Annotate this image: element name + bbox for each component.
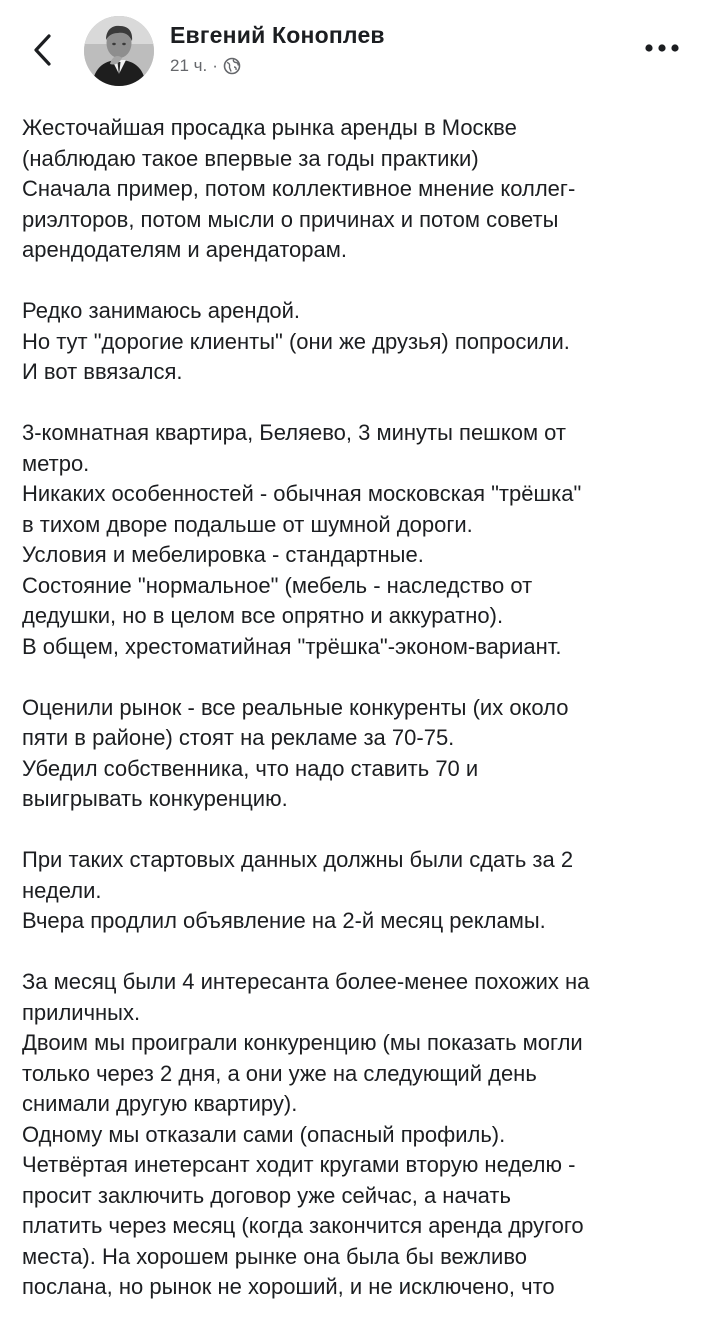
post-text-line: места). На хорошем рынке она была бы вежливо [22,1243,528,1269]
post-text-line: Жесточайшая просадка рынка аренды в Москве [22,115,517,140]
more-options-button[interactable] [640,32,684,64]
post-header [0,0,704,100]
post-text-line: риэлторов, потом мысли о причинах и потом советы [22,206,559,232]
post-paragraph [22,967,690,1303]
author-photo [84,16,154,86]
post-text-line: (наблюдаю такое впервые за годы практики) [22,145,479,171]
post-text-line: Состояние "нормальное" (мебель - наследство от [22,572,533,598]
post-text-line: Условия и мебелировка - стандартные. [22,542,424,567]
post-paragraph [22,296,690,388]
post-text-line: недели. [22,877,102,903]
post-text-line: выигрывать конкуренцию. [22,786,288,811]
post-text-line: снимали другую квартиру). [22,1091,298,1116]
post-text [22,113,690,1333]
post-text-line: метро. [22,450,90,476]
post-text-line: Двоим мы проиграли конкуренцию (мы показать могли [22,1030,583,1055]
post-text-line: только через 2 дня, а они уже на следующий день [22,1060,537,1086]
post-text-line: Убедил собственника, что надо ставить 70 и [22,755,479,781]
post-text-line: И вот ввязался. [22,359,183,384]
post-meta [170,55,241,77]
post-text-line: пяти в районе) стоят на рекламе за 70-75. [22,725,455,750]
avatar[interactable] [84,16,154,86]
post-text-line: Сначала пример, потом коллективное мнение коллег- [22,176,576,201]
post-time[interactable]: 21 ч. [170,56,208,75]
post-text-line: Оценили рынок - все реальные конкуренты (их около [22,694,569,720]
post-paragraph [22,418,690,662]
post-text-line: послана, но рынок не хороший, и не исключено, что [22,1274,555,1299]
post-text-line: в тихом дворе подальше от шумной дороги. [22,511,473,537]
more-horizontal-icon [644,43,680,53]
globe-icon [223,57,241,75]
post-text-line: Редко занимаюсь арендой. [22,298,301,323]
post-paragraph [22,693,690,815]
post-text-line: арендодателям и арендаторам. [22,237,347,262]
post-text-line: Но тут "дорогие клиенты" (они же друзья) попросили. [22,328,570,354]
chevron-left-icon [32,33,52,67]
post-text-line: Четвёртая инетерсант ходит кругами вторую неделю - [22,1152,576,1177]
post-text-line: дедушки, но в целом все опрятно и аккуратно). [22,603,504,628]
meta-separator: · [212,56,218,75]
post-text-line: 3-комнатная квартира, Беляево, 3 минуты пешком от [22,420,567,445]
author-name[interactable]: Евгений Коноплев [170,22,385,48]
back-button[interactable] [22,26,62,74]
post-text-line: Никаких особенностей - обычная московская "трёшка" [22,481,582,506]
post-paragraph [22,845,690,937]
post-paragraph [22,113,690,266]
post-text-line: платить через месяц (когда закончится аренда другого [22,1213,584,1238]
post-text-line: За месяц были 4 интересанта более-менее похожих на [22,969,590,994]
post-text-line: При таких стартовых данных должны были сдать за 2 [22,847,574,872]
post-text-line: Одному мы отказали сами (опасный профиль). [22,1121,506,1147]
post-text-line: Вчера продлил объявление на 2-й месяц рекламы. [22,908,546,933]
post-text-line: В общем, хрестоматийная "трёшка"-эконом-вариант. [22,633,562,659]
post-text-line: просит заключить договор уже сейчас, а начать [22,1182,511,1208]
post-text-line: приличных. [22,999,141,1025]
